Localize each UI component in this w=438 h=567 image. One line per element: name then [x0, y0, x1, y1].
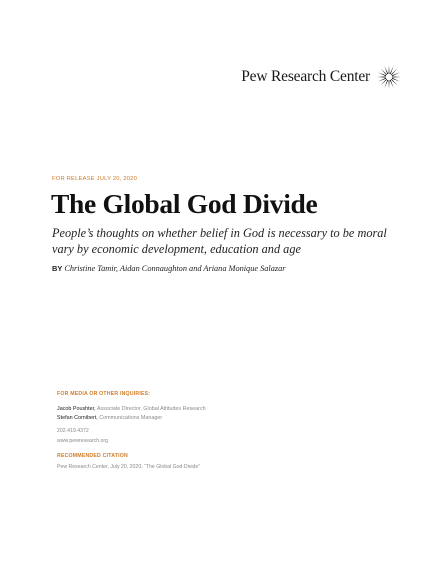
- media-contact-section: [57, 391, 357, 470]
- pew-logo: [241, 64, 402, 90]
- contact-name: Stefan Cornibert: [57, 414, 97, 421]
- starburst-ray: [377, 77, 386, 78]
- starburst-ray: [392, 77, 401, 78]
- contact-name: Jacob Poushter: [57, 406, 95, 412]
- contact-phone: 202.419.4372: [57, 428, 89, 434]
- byline-authors: Christine Tamir, Aidan Connaughton and Ariana Monique Salazar: [64, 264, 286, 273]
- release-date: FOR RELEASE JULY 20, 2020: [52, 176, 138, 182]
- contact-role: Associate Director, Global Attitudes Research: [96, 406, 206, 412]
- contact-role: Communications Manager: [99, 414, 163, 421]
- contact-website[interactable]: www.pewresearch.org: [57, 438, 109, 444]
- byline: [52, 264, 285, 273]
- media-heading: FOR MEDIA OR OTHER INQUIRIES:: [57, 391, 151, 397]
- starburst-ray: [389, 80, 390, 89]
- pew-starburst-icon: [376, 64, 402, 90]
- starburst-ray: [389, 65, 390, 74]
- contact-entry: Jacob Poushter, Associate Director, Global Attitudes Research: [57, 406, 206, 412]
- report-subtitle: People’s thoughts on whether belief in God is necessary to be moral vary by economic development, education and age: [52, 226, 387, 256]
- citation-text: Pew Research Center, July 20, 2020, “The Global God Divide”: [57, 464, 201, 470]
- contact-entry: Stefan Cornibert, Communications Manager: [57, 414, 163, 421]
- logo-wordmark: Pew Research Center: [241, 68, 370, 85]
- citation-heading: RECOMMENDED CITATION: [57, 453, 128, 459]
- report-title: The Global God Divide: [51, 188, 318, 219]
- byline-prefix: BY: [52, 264, 63, 273]
